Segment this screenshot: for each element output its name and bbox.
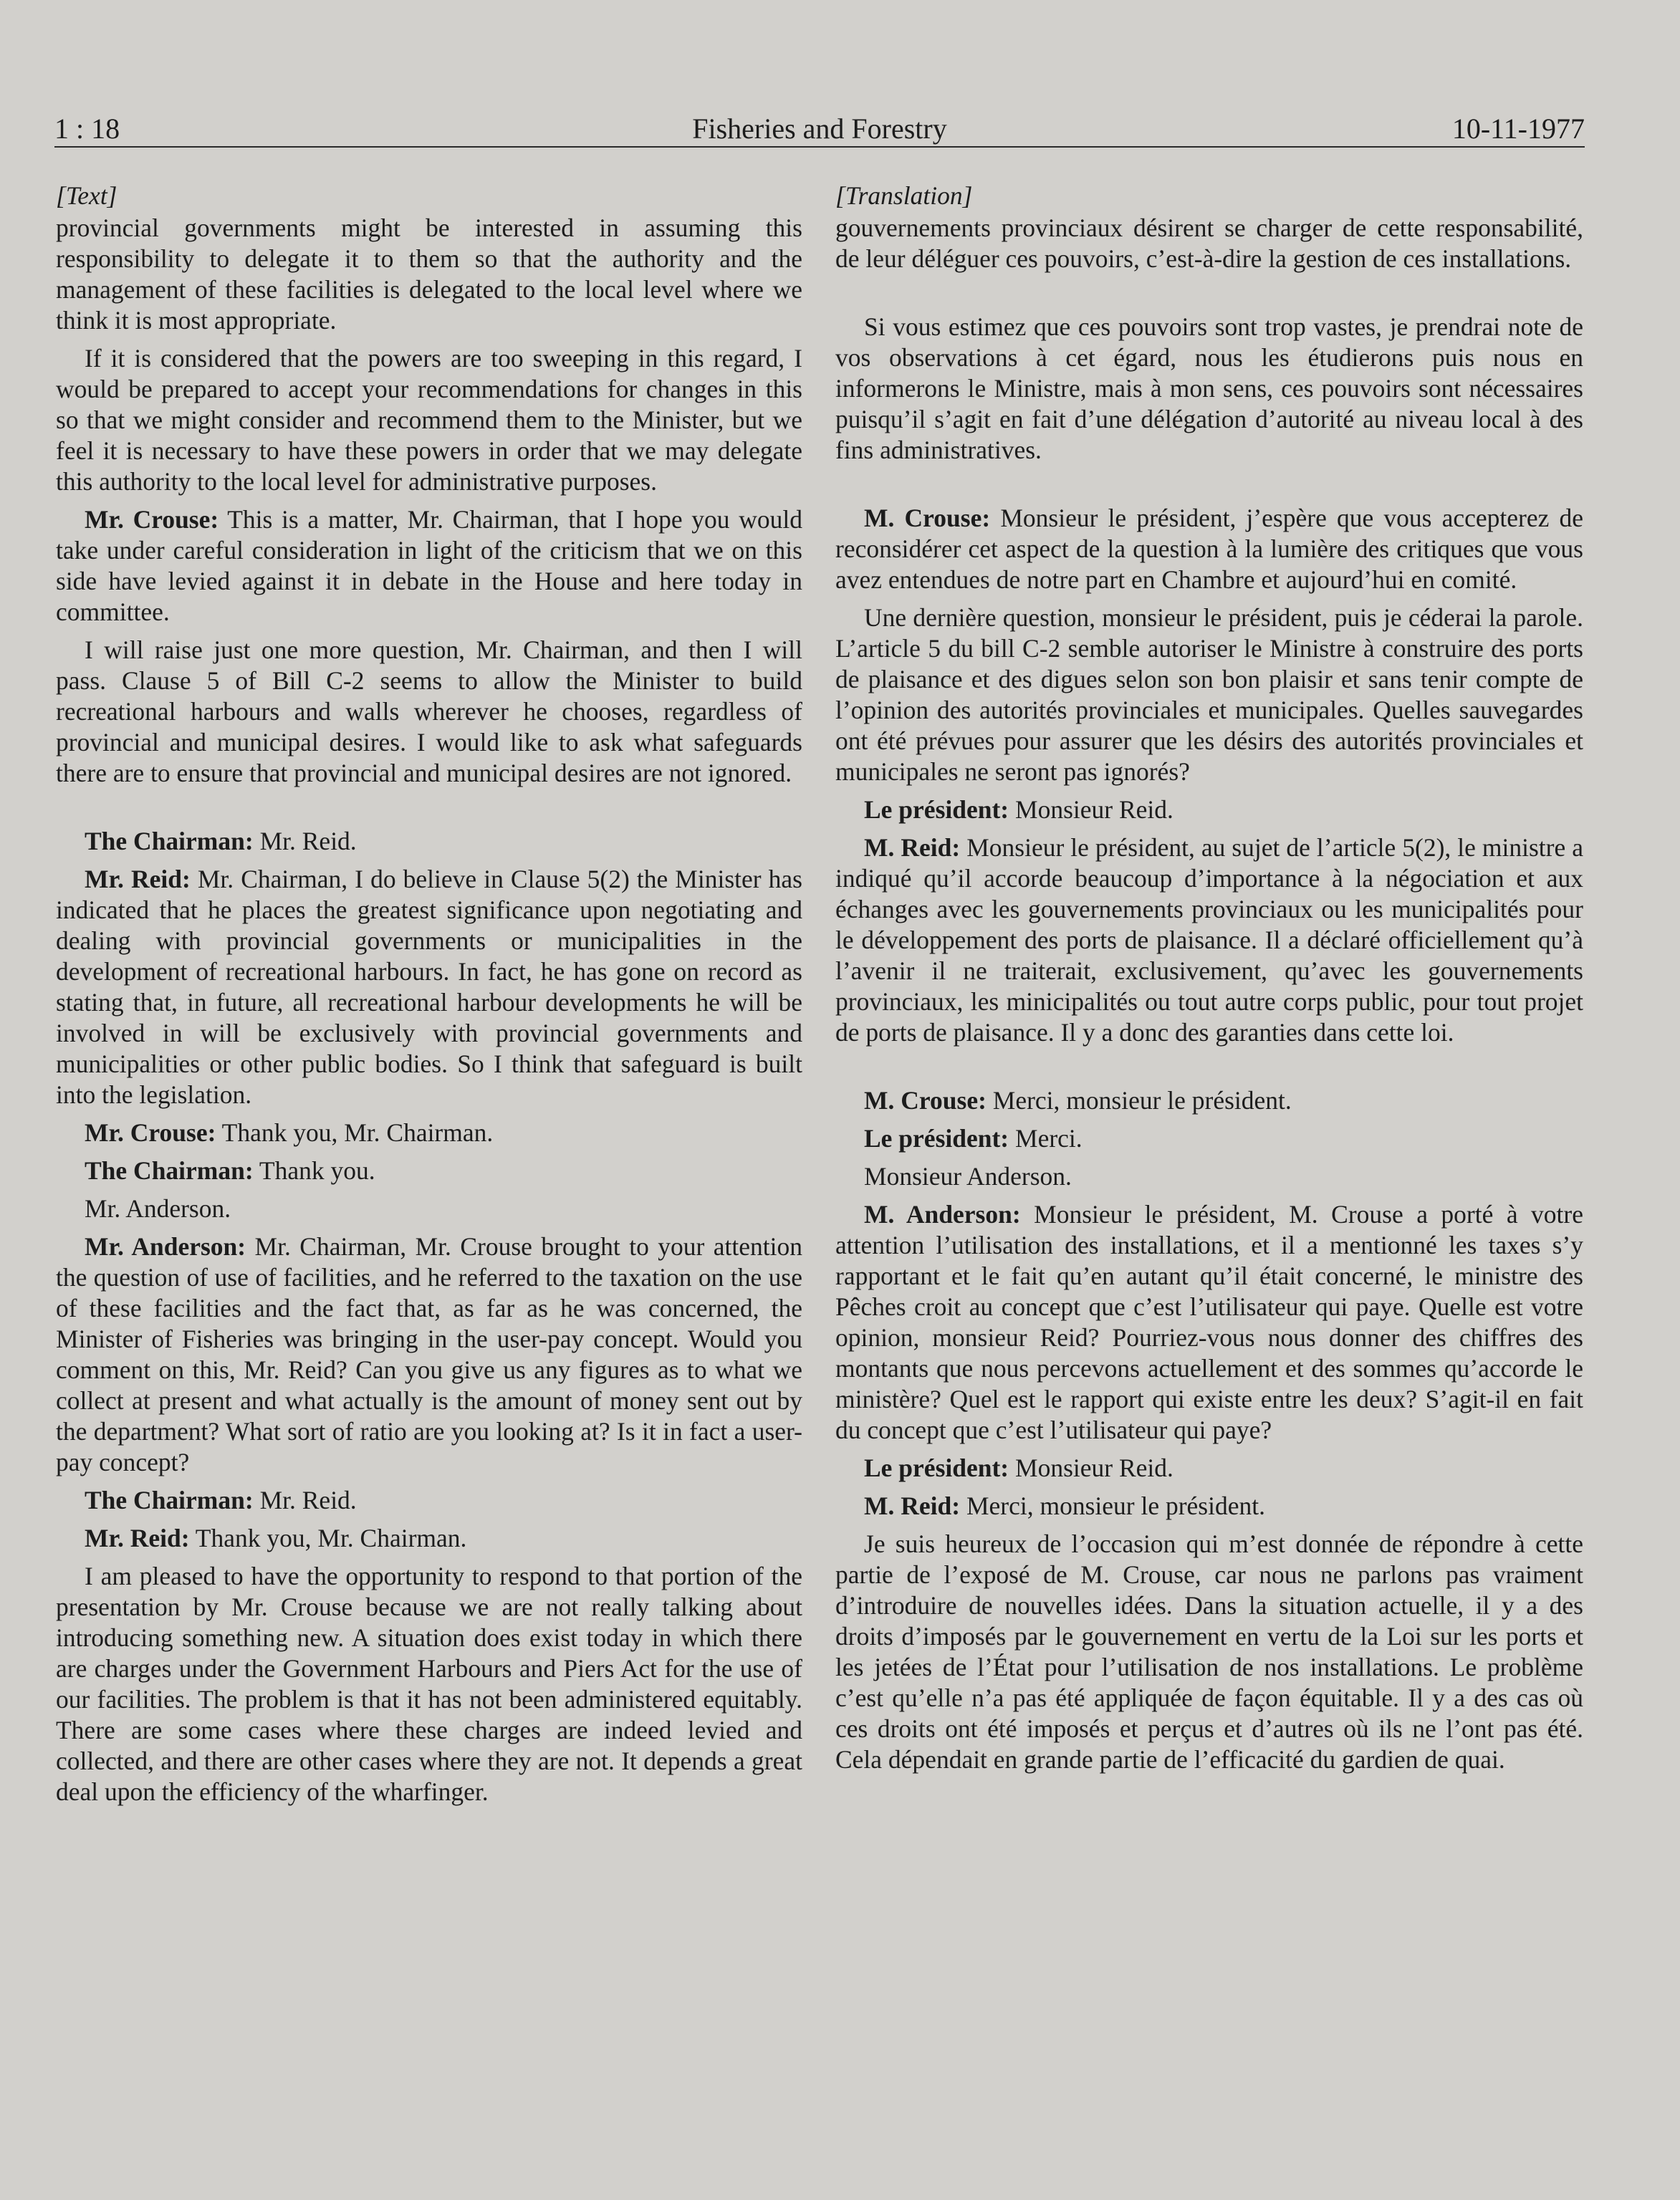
paragraph: Monsieur Anderson. (864, 1162, 1072, 1191)
text-tag: [Text] (56, 181, 117, 210)
speech-paragraph (56, 826, 802, 857)
session-date: 10-11-1977 (1451, 112, 1585, 145)
speech-paragraph (835, 1491, 1583, 1522)
paragraph: I am pleased to have the opportunity to respond to that portion of the presentation by Mr. Crouse because we are not really talking about introducing something new. A situation does exist today in which there are charges under the Government Harbours and Piers Act for the use of our facilities. The problem is that it has not been administered equitably. There are some cases where these charges are indeed levied and collected, and there are other cases where they are not. It depends a great deal upon the efficiency of the wharfinger. (56, 1562, 802, 1806)
speaker-name: The Chairman: (85, 1156, 254, 1185)
speech-text: Monsieur Reid. (1009, 1454, 1173, 1482)
speech-paragraph (56, 864, 802, 1110)
paragraph: Mr. Anderson. (85, 1194, 231, 1223)
speech-paragraph (56, 1156, 802, 1186)
speech-paragraph (56, 1231, 802, 1478)
page-header (54, 106, 1585, 148)
speaker-name: M. Anderson: (864, 1200, 1021, 1229)
speaker-name: Mr. Reid: (85, 865, 191, 893)
speaker-name: Mr. Anderson: (85, 1232, 246, 1261)
speaker-name: M. Crouse: (864, 1086, 987, 1115)
paragraph: I will raise just one more question, Mr. Chairman, and then I will pass. Clause 5 of Bill C-2 seems to allow the Minister to build recreational harbours and walls wherever he chooses, regardless of provincial and municipal desires. I would like to ask what safeguards there are to ensure that provincial and municipal desires are not ignored. (56, 635, 802, 787)
paragraph: provincial governments might be interested in assuming this responsibility to delegate it to them so that the authority and the management of these facilities is delegated to the local level where we think it is most appropriate. (56, 213, 802, 335)
english-column (56, 181, 802, 1807)
speech-text: This is a matter, Mr. Chairman, that I hope you would take under careful consideration in light of the criticism that we on this side have levied against it in debate in the House and here today in committee. (56, 505, 802, 626)
speech-paragraph (56, 1485, 802, 1516)
speech-paragraph (56, 1523, 802, 1554)
paragraph: Si vous estimez que ces pouvoirs sont trop vastes, je prendrai note de vos observations à cet égard, nous les étudierons puis nous en informerons le Ministre, mais à mon sens, ces pouvoirs sont nécessaires puisqu’il s’agit en fait d’une délégation d’autorité au niveau local à des fins administratives. (835, 312, 1583, 464)
speaker-name: M. Reid: (864, 833, 961, 862)
speech-text: Mr. Reid. (253, 827, 357, 855)
speech-text: Monsieur le président, au sujet de l’article 5(2), le ministre a indiqué qu’il accorde beaucoup d’importance à la négociation et aux échanges avec les gouvernements provinciaux ou les municipalités pour le développement des ports de plaisance. Il a déclaré officiellement qu’à l’avenir il ne traiterait, exclusivement, qu’avec les gouvernements provinciaux, les minicipalités ou tout autre corps public, pour tout projet de ports de plaisance. Il y a donc des garanties dans cette loi. (835, 833, 1583, 1047)
speech-text: Merci. (1009, 1124, 1083, 1153)
speaker-name: M. Reid: (864, 1492, 961, 1520)
speech-paragraph (56, 504, 802, 628)
paragraph: gouvernements provinciaux désirent se charger de cette responsabilité, de leur déléguer ces pouvoirs, c’est-à-dire la gestion de ces installations. (835, 213, 1583, 273)
speech-text: Monsieur le président, j’espère que vous accepterez de reconsidérer cet aspect de la question à la lumière des critiques que vous avez entendues de notre part en Chambre et aujourd’hui en comité. (835, 504, 1584, 594)
speech-text: Thank you, Mr. Chairman. (216, 1118, 494, 1147)
speaker-name: The Chairman: (85, 1486, 254, 1514)
speech-text: Mr. Chairman, Mr. Crouse brought to your attention the question of use of facilities, and he referred to the taxation on the use of these facilities and the fact that, as far as he was concerned, the Minister of Fisheries was bringing in the user-pay concept. Would you comment on this, Mr. Reid? Can you give us any figures as to what we collect at present and what actually is the amount of money sent out by the department? What sort of ratio are you looking at? Is it in fact a user-pay concept? (56, 1232, 802, 1476)
speaker-name: The Chairman: (85, 827, 254, 855)
speech-paragraph (56, 1118, 802, 1148)
speaker-name: Mr. Crouse: (85, 505, 219, 534)
speech-paragraph (835, 794, 1583, 825)
speech-text: Merci, monsieur le président. (986, 1086, 1292, 1115)
speech-text: Thank you, Mr. Chairman. (189, 1524, 467, 1552)
page-number: 1 : 18 (54, 112, 120, 145)
speech-paragraph (835, 1085, 1583, 1116)
speaker-name: Mr. Reid: (85, 1524, 190, 1552)
speech-text: Monsieur le président, M. Crouse a porté à votre attention l’utilisation des installations, et il a mentionné les taxes s’y rapportant et le fait qu’en autant qu’il était concerné, le ministre des Pêches croit au concept que c’est l’utilisateur qui paye. Quelle est votre opinion, monsieur Reid? Pourriez-vous nous donner des chiffres des montants que nous percevons actuellement et des sommes qu’accorde le ministère? Quel est le rapport qui existe entre les deux? S’agit-il en fait du concept que c’est l’utilisateur qui paye? (835, 1200, 1583, 1444)
speech-text: Mr. Reid. (253, 1486, 357, 1514)
speaker-name: M. Crouse: (864, 504, 991, 532)
speech-paragraph (835, 1199, 1583, 1446)
speaker-name: Le président: (864, 1454, 1009, 1482)
translation-tag: [Translation] (835, 181, 973, 210)
speaker-name: Mr. Crouse: (85, 1118, 216, 1147)
paragraph: Une dernière question, monsieur le président, puis je céderai la parole. L’article 5 du bill C-2 semble autoriser le Ministre à construire des ports de plaisance et des digues selon son bon plaisir et sans tenir compte de l’opinion des autorités provinciales et municipales. Quelles sauvegardes ont été prévues pour assurer que les désirs des autorités provinciales et municipales ne seront pas ignorés? (835, 603, 1583, 786)
paragraph: If it is considered that the powers are too sweeping in this regard, I would be prepared to accept your recommendations for changes in this so that we might consider and recommend them to the Minister, but we feel it is necessary to have these powers in order that we may delegate this authority to the local level for administrative purposes. (56, 344, 802, 496)
speech-text: Thank you. (253, 1156, 375, 1185)
speaker-name: Le président: (864, 1124, 1009, 1153)
speech-paragraph (835, 1453, 1583, 1484)
paragraph: Je suis heureux de l’occasion qui m’est donnée de répondre à cette partie de l’exposé de M. Crouse, car nous ne parlons pas vraiment d’introduire de nouvelles idées. Dans la situation actuelle, il y a des droits d’imposés par le gouvernement en vertu de la Loi sur les ports et les jetées de l’État pour l’utilisation de nos installations. Le problème c’est qu’elle n’a pas été appliquée de façon équitable. Il y a des cas où ces droits ont été imposés et perçus et d’autres où ils ne l’ont pas été. Cela dépendait en grande partie de l’efficacité du gardien de quai. (835, 1529, 1583, 1774)
speaker-name: Le président: (864, 795, 1009, 824)
running-title: Fisheries and Forestry (692, 112, 947, 145)
speech-text: Monsieur Reid. (1009, 795, 1173, 824)
french-column (835, 181, 1583, 1775)
speech-paragraph (835, 503, 1583, 595)
speech-paragraph (835, 1123, 1583, 1154)
speech-text: Merci, monsieur le président. (960, 1492, 1265, 1520)
speech-paragraph (835, 832, 1583, 1048)
speech-text: Mr. Chairman, I do believe in Clause 5(2) the Minister has indicated that he places the greatest significance upon negotiating and dealing with provincial governments or municipalities in the development of recreational harbours. In fact, he has gone on record as stating that, in future, all recreational harbour developments he will be involved in will be exclusively with provincial governments and municipalities or other public bodies. So I think that safeguard is built into the legislation. (56, 865, 802, 1109)
